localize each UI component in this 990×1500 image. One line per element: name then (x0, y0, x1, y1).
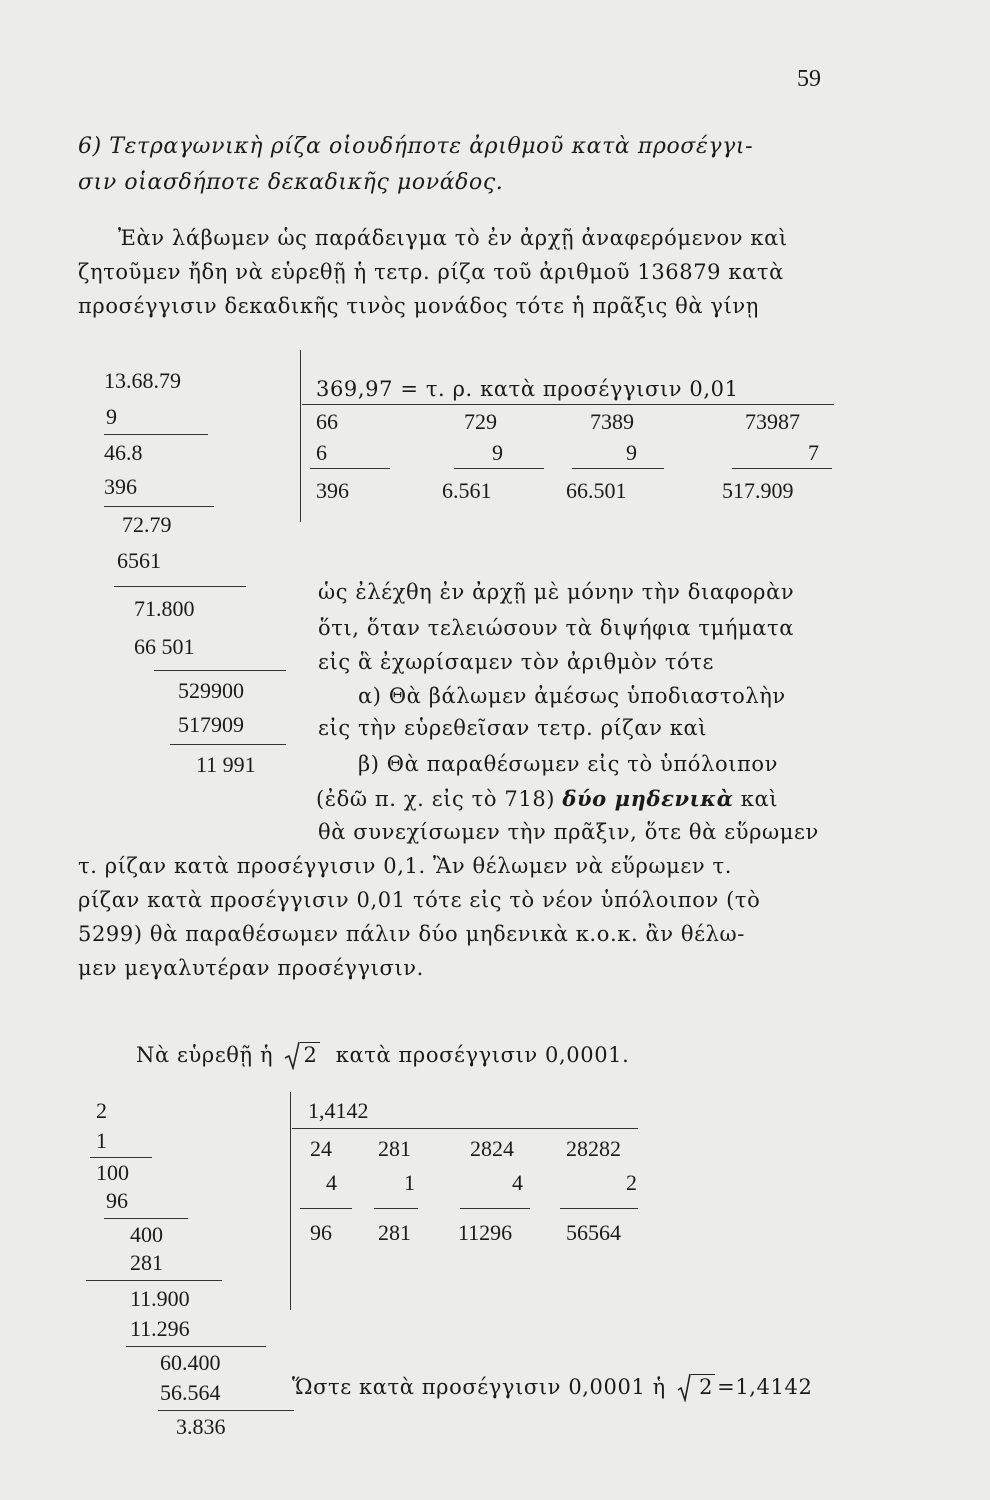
ex1-step-3: 46.8 (104, 440, 143, 465)
task-radical (284, 1040, 320, 1070)
ex1-step-6: 6561 (117, 548, 161, 573)
ex1-product-1: 396 (316, 478, 349, 503)
ex1-rule-5 (170, 744, 286, 745)
ex2-step-9: 60.400 (160, 1350, 221, 1375)
ex2-rule-c (460, 1208, 530, 1209)
ex2-step-2: 1 (96, 1128, 107, 1153)
ex2-rule-b (374, 1208, 418, 1209)
note-line-5: εἰς τὴν εὑρεθεῖσαν τετρ. ρίζαν καὶ (318, 716, 708, 740)
ex1-result-rule (302, 404, 834, 405)
note-line-4: α) Θὰ βάλωμεν ἀμέσως ὑποδιαστολὴν (358, 684, 786, 708)
ex2-digit-4: 2 (626, 1170, 637, 1195)
ex2-divider (290, 1092, 291, 1310)
note-line-7-part-c: καὶ (740, 787, 779, 811)
conclusion-after: =1,4142 (717, 1375, 813, 1399)
ex2-rule-a (300, 1208, 352, 1209)
ex1-step-8: 66 501 (134, 634, 195, 659)
ex1-product-4: 517.909 (722, 478, 794, 503)
ex2-rule-3 (86, 1280, 222, 1281)
ex2-rule-2 (104, 1218, 188, 1219)
note-line-6: β) Θὰ παραθέσωμεν εἰς τὸ ὑπόλοιπον (358, 752, 779, 776)
ex1-step-11: 11 991 (196, 752, 256, 777)
ex1-trial-3: 7389 (590, 409, 634, 434)
ex1-step-10: 517909 (178, 712, 244, 737)
ex2-trial-3: 2824 (470, 1136, 514, 1161)
task-after: κατὰ προσέγγισιν 0,0001. (335, 1043, 630, 1067)
ex1-step-9: 529900 (178, 678, 244, 703)
ex1-digit-4: 7 (808, 440, 819, 465)
ex2-result-rule (292, 1128, 638, 1129)
ex2-step-7: 11.900 (130, 1286, 190, 1311)
note-line-7-part-a: (ἐδῶ π. χ. εἰς τὸ 718) (316, 787, 556, 811)
note-line-8: θὰ συνεχίσωμεν τὴν πρᾶξιν, ὅτε θὰ εὕρωμεν (318, 820, 819, 844)
task-before: Νὰ εὑρεθῇ ἡ (136, 1043, 274, 1067)
ex2-product-1: 96 (310, 1220, 332, 1245)
ex2-step-4: 96 (106, 1188, 128, 1213)
closing-line-3: 5299) θὰ παραθέσωμεν πάλιν δύο μηδενικὰ κ.ο.κ. ἂν θέλω- (78, 922, 745, 946)
ex1-rule-3 (114, 586, 246, 587)
ex2-step-1: 2 (96, 1098, 107, 1123)
closing-line-1: τ. ρίζαν κατὰ προσέγγισιν 0,1. Ἂν θέλωμεν νὰ εὕρωμεν τ. (78, 854, 733, 878)
ex2-trial-1: 24 (310, 1136, 332, 1161)
ex1-step-5: 72.79 (122, 512, 172, 537)
ex2-rule-4 (126, 1346, 266, 1347)
ex1-step-4: 396 (104, 474, 137, 499)
section-heading-line-1: 6) Τετραγωνικὴ ρίζα οἱουδήποτε ἀριθμοῦ κατὰ προσέγγι- (78, 134, 754, 159)
ex2-rule-1 (90, 1157, 152, 1158)
ex1-trial-4: 73987 (745, 409, 800, 434)
ex1-rule-4 (154, 670, 286, 671)
ex2-product-4: 56564 (566, 1220, 621, 1245)
note-line-7-emphasis: δύο μηδενικὰ (562, 786, 734, 811)
ex2-rule-d (560, 1208, 638, 1209)
page-number: 59 (797, 66, 821, 92)
ex1-product-2: 6.561 (442, 478, 492, 503)
ex2-trial-4: 28282 (566, 1136, 621, 1161)
note-line-1: ὡς ἐλέχθη ἐν ἀρχῇ μὲ μόνην τὴν διαφορὰν (318, 580, 795, 604)
square-root-icon (284, 1040, 300, 1070)
ex1-rule-d (732, 468, 832, 469)
closing-line-2: ρίζαν κατὰ προσέγγισιν 0,01 τότε εἰς τὸ νέον ὑπόλοιπον (τὸ (78, 888, 761, 912)
ex2-digit-2: 1 (404, 1170, 415, 1195)
ex1-step-2: 9 (106, 404, 117, 429)
ex2-step-6: 281 (130, 1250, 163, 1275)
ex2-digit-3: 4 (512, 1170, 523, 1195)
task-line (136, 1040, 629, 1070)
ex2-step-8: 11.296 (130, 1316, 190, 1341)
square-root-icon (677, 1372, 691, 1402)
ex2-step-10: 56.564 (160, 1380, 221, 1405)
ex2-rule-5 (158, 1410, 294, 1411)
ex1-step-7: 71.800 (134, 596, 195, 621)
ex1-rule-b (454, 468, 544, 469)
ex2-product-3: 11296 (458, 1220, 513, 1245)
conclusion-radical (677, 1372, 715, 1402)
intro-line-2: ζητοῦμεν ἤδη νὰ εὑρεθῇ ἡ τετρ. ρίζα τοῦ ἀριθμοῦ 136879 κατὰ (78, 260, 784, 284)
ex1-divider (300, 350, 301, 522)
ex1-rule-c (572, 468, 664, 469)
ex1-digit-1: 6 (316, 440, 327, 465)
note-line-3: εἰς ἃ ἐχωρίσαμεν τὸν ἀριθμὸν τότε (318, 650, 714, 674)
ex1-trial-1: 66 (316, 409, 338, 434)
ex2-step-5: 400 (130, 1222, 163, 1247)
ex2-product-2: 281 (378, 1220, 411, 1245)
closing-line-4: μεν μεγαλυτέραν προσέγγισιν. (78, 956, 424, 980)
ex1-digit-2: 9 (492, 440, 503, 465)
intro-line-1: Ἐὰν λάβωμεν ὡς παράδειγμα τὸ ἐν ἀρχῇ ἀναφερόμενον καὶ (118, 226, 788, 250)
ex2-step-11: 3.836 (176, 1414, 226, 1439)
conclusion-line (292, 1372, 812, 1402)
ex2-digit-1: 4 (326, 1170, 337, 1195)
task-radicand: 2 (300, 1042, 320, 1067)
ex1-digit-3: 9 (626, 440, 637, 465)
section-heading-line-2: σιν οἱασδήποτε δεκαδικῆς μονάδος. (78, 170, 504, 195)
ex1-rule-2 (104, 506, 214, 507)
note-line-7 (316, 786, 778, 811)
ex1-rule-a (310, 468, 390, 469)
ex2-trial-2: 281 (378, 1136, 411, 1161)
ex2-step-3: 100 (96, 1160, 129, 1185)
ex2-result: 1,4142 (308, 1098, 369, 1123)
conclusion-before: Ὥστε κατὰ προσέγγισιν 0,0001 ἡ (292, 1375, 666, 1399)
intro-line-3: προσέγγισιν δεκαδικῆς τινὸς μονάδος τότε ἡ πρᾶξις θὰ γίνῃ (78, 294, 759, 318)
ex1-product-3: 66.501 (566, 478, 627, 503)
ex1-step-1: 13.68.79 (104, 368, 181, 393)
ex1-trial-2: 729 (464, 409, 497, 434)
note-line-2: ὅτι, ὅταν τελειώσουν τὰ διψήφια τμήματα (318, 616, 795, 640)
ex1-result: 369,97 = τ. ρ. κατὰ προσέγγισιν 0,01 (316, 377, 739, 401)
ex1-rule-1 (104, 434, 208, 435)
conclusion-radicand: 2 (691, 1374, 715, 1399)
